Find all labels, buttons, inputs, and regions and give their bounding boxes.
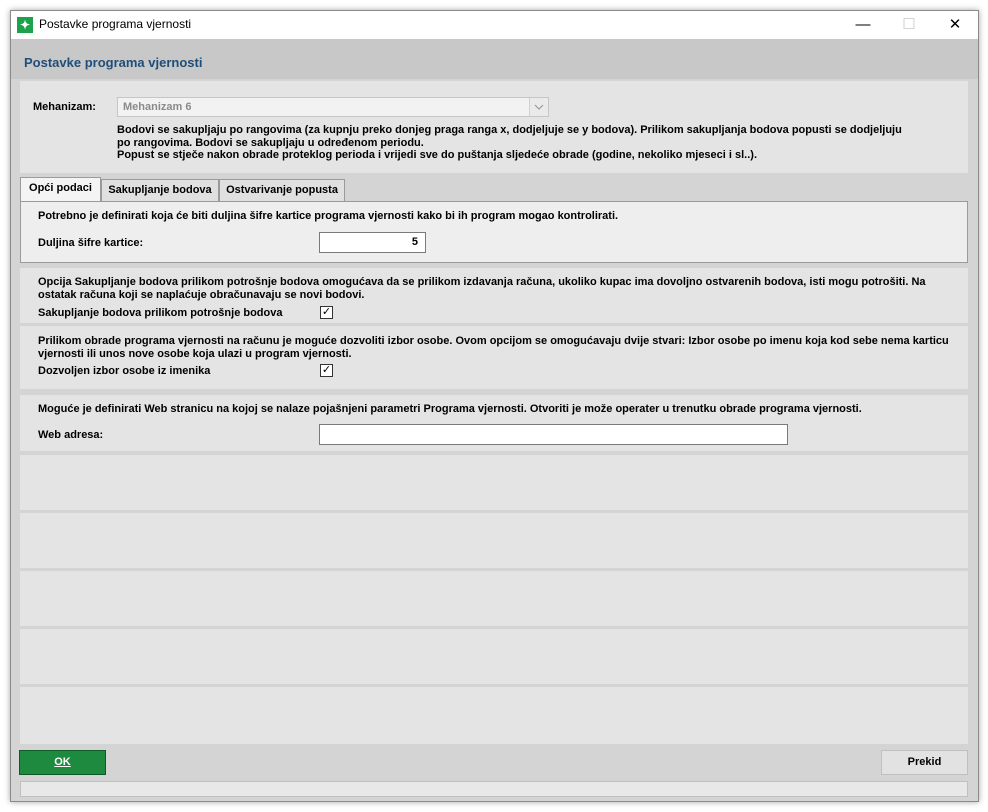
chevron-down-icon [530, 98, 548, 116]
spend-points-checkbox[interactable]: ✓ [321, 306, 332, 318]
dialog-window [10, 10, 979, 802]
cancel-button[interactable]: Prekid [881, 750, 968, 775]
window-title: Postavke programa vjernosti [39, 17, 192, 31]
mechanism-description-line: Popust se stječe nakon obrade proteklog perioda i vrijedi sve do puštanja sljedeće obrade (godine, nekoliko mjeseci i sl..). [117, 149, 758, 161]
mechanism-description-line: Bodovi se sakupljaju po rangovima (za kupnju preko donjeg praga ranga x, dodjeljuje se y bodova). Prilikom sakupljanja bodova popusti se dodjeljuju [117, 124, 902, 136]
spend-points-info [38, 276, 958, 301]
spend-points-info-line: ostatak računa koji se naplaćuje obračunavaju se novi bodovi. [38, 288, 365, 301]
person-select-checkbox[interactable]: ✓ [321, 364, 332, 376]
form-title: Postavke programa vjernosti [24, 55, 203, 70]
mechanism-label: Mehanizam: [33, 101, 96, 113]
app-star-icon: ✦ [17, 17, 33, 33]
button-bar [11, 747, 978, 777]
mechanism-dropdown-button[interactable] [529, 98, 548, 116]
minimize-button[interactable]: — [855, 16, 871, 33]
title-bar[interactable] [11, 11, 978, 39]
person-select-label: Dozvoljen izbor osobe iz imenika [38, 365, 211, 377]
person-select-info-line: vjernosti ili unos nove osobe koja ulazi u program vjernosti. [38, 347, 352, 360]
web-address-input[interactable] [319, 424, 788, 445]
card-code-length-input[interactable]: 5 [319, 232, 426, 253]
tab-sakupljanje-bodova[interactable]: Sakupljanje bodova [101, 179, 219, 201]
person-select-info [38, 335, 958, 360]
mechanism-description [117, 124, 917, 162]
person-select-info-line: Prilikom obrade programa vjernosti na računu je moguće dozvoliti izbor osobe. Ovom opcijom se omogućavaju dvije stvari: Izbor osobe po imenu koja kod sebe nema karticu [38, 335, 949, 347]
mechanism-select-value: Mehanizam 6 [123, 101, 192, 113]
tab-ostvarivanje-popusta[interactable]: Ostvarivanje popusta [219, 179, 345, 201]
ok-button[interactable]: OK [19, 750, 106, 775]
card-code-info: Potrebno je definirati koja će biti duljina šifre kartice programa vjernosti kako bi ih program mogao kontrolirati. [38, 210, 619, 222]
empty-row [20, 687, 968, 744]
status-bar [20, 781, 968, 797]
mechanism-select[interactable] [117, 97, 549, 117]
mechanism-description-line: po rangovima. Bodovi se sakupljaju u određenom periodu. [117, 136, 424, 149]
empty-row [20, 629, 968, 684]
card-code-label: Duljina šifre kartice: [38, 237, 144, 249]
empty-row [20, 455, 968, 510]
empty-row [20, 513, 968, 568]
empty-row [20, 571, 968, 626]
tab-opci-podaci[interactable]: Opći podaci [20, 177, 101, 201]
maximize-button[interactable]: ☐ [902, 16, 916, 33]
spend-points-label: Sakupljanje bodova prilikom potrošnje bodova [38, 307, 283, 319]
close-button[interactable]: ✕ [948, 16, 962, 33]
web-address-label: Web adresa: [38, 429, 104, 441]
spend-points-info-line: Opcija Sakupljanje bodova prilikom potrošnje bodova omogućava da se prilikom izdavanja računa, ukoliko kupac ima dovoljno ostvarenih bodova, isti mogu potrošiti. Na [38, 276, 926, 288]
web-info: Moguće je definirati Web stranicu na kojoj se nalaze pojašnjeni parametri Programa vjernosti. Otvoriti je može operater u trenutku obrade programa vjernosti. [38, 403, 862, 415]
